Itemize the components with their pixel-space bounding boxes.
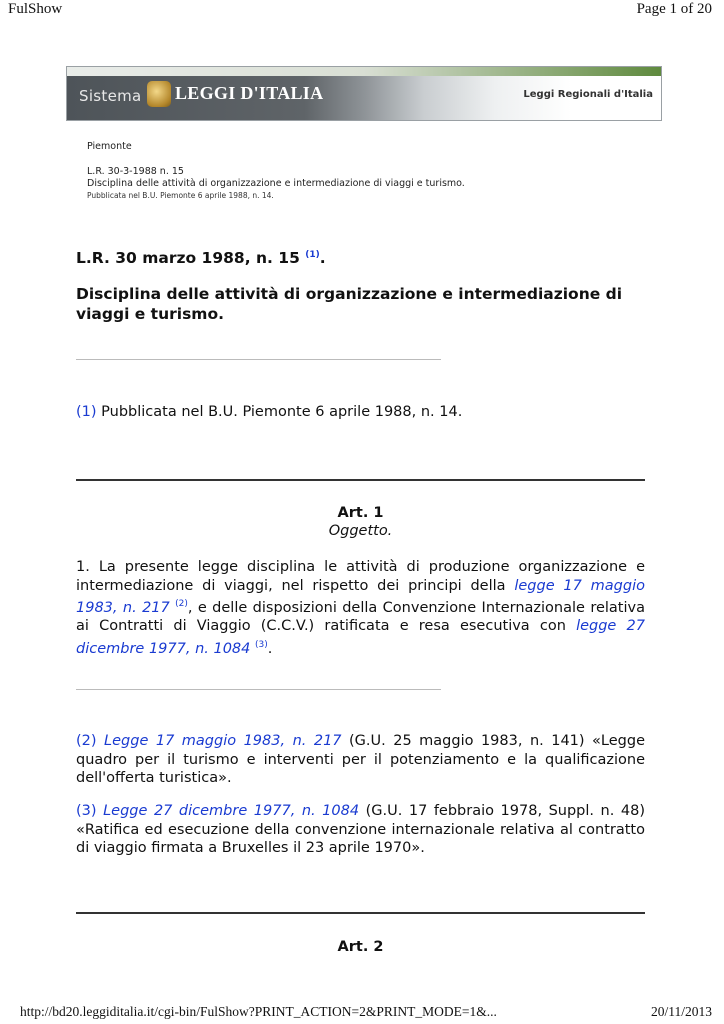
- footnote-3-text: (G.U. 17 febbraio 1978, Suppl. n. 48) «Ratifica ed esecuzione della convenzione internazionale relativa al contratto di viaggio firmata a Bruxelles il 23 aprile 1970».: [76, 803, 645, 856]
- print-footer-date: 20/11/2013: [650, 1004, 712, 1019]
- art1-text-a: 1. La presente legge disciplina le attività di produzione organizzazione e intermediazione di viaggi, nel rispetto dei principi della: [76, 559, 645, 594]
- law-heading: [76, 249, 326, 267]
- footnote-1: [76, 403, 645, 422]
- law-heading-period: .: [319, 249, 326, 267]
- footnote-3-link[interactable]: Legge 27 dicembre 1977, n. 1084: [103, 803, 360, 819]
- art1-footnote-ref-2[interactable]: (2): [175, 599, 188, 609]
- footnote-1-text: Pubblicata nel B.U. Piemonte 6 aprile 1988, n. 14.: [96, 404, 463, 420]
- art1-subtitle: Oggetto.: [328, 523, 393, 539]
- footnote-1-number[interactable]: (1): [76, 404, 97, 420]
- banner-brand-text: LEGGI D'ITALIA: [175, 83, 324, 103]
- meta-region: Piemonte: [87, 141, 132, 152]
- law-title: Disciplina delle attività di organizzazione e intermediazione di viaggi e turismo.: [76, 285, 623, 323]
- art2-title: Art. 2: [337, 939, 384, 955]
- art1-text-c: .: [267, 640, 273, 657]
- footnote-2-link[interactable]: Legge 17 maggio 1983, n. 217: [104, 733, 342, 749]
- footnote-2: [76, 732, 645, 788]
- footnote-3-number[interactable]: (3): [76, 803, 97, 819]
- divider: [76, 359, 441, 360]
- law-heading-footnote-ref[interactable]: (1): [305, 249, 320, 260]
- meta-law-ref: L.R. 30-3-1988 n. 15: [87, 166, 184, 177]
- art1-footnote-ref-3[interactable]: (3): [255, 639, 268, 650]
- footnote-3: [76, 802, 645, 858]
- divider: [76, 689, 441, 690]
- meta-published: Pubblicata nel B.U. Piemonte 6 aprile 1988, n. 14.: [87, 191, 274, 200]
- art1-title: Art. 1: [337, 505, 384, 521]
- print-header-title: FulShow: [8, 1, 63, 17]
- banner-section-label: Leggi Regionali d'Italia: [523, 89, 653, 100]
- print-footer-url: http://bd20.leggiditalia.it/cgi-bin/FulShow?PRINT_ACTION=2&PRINT_MODE=1&...: [20, 1004, 497, 1019]
- leggi-logo-icon: [147, 81, 171, 107]
- footnote-2-text: (G.U. 25 maggio 1983, n. 141) «Legge quadro per il turismo e interventi per il potenziamento e la qualificazione dell'offerta turistica».: [76, 733, 645, 786]
- meta-law-title: Disciplina delle attività di organizzazione e intermediazione di viaggi e turismo.: [87, 178, 465, 189]
- art1-link-legge-1084[interactable]: legge 27 dicembre 1977, n. 1084: [76, 618, 645, 657]
- section-divider: [76, 912, 645, 914]
- banner-sistema-text: Sistema: [79, 87, 142, 105]
- section-divider: [76, 479, 645, 481]
- art1-paragraph: [76, 558, 645, 658]
- print-header-page: Page 1 of 20: [636, 1, 712, 17]
- art1-text-b: , e delle disposizioni della Convenzione Internazionale relativa ai Contratti di Viaggio (C.C.V.) ratificata e resa esecutiva con: [76, 599, 645, 635]
- footnote-2-number[interactable]: (2): [76, 733, 97, 749]
- site-banner: [66, 66, 662, 121]
- banner-top-bar: [67, 67, 661, 76]
- law-heading-text: L.R. 30 marzo 1988, n. 15: [76, 249, 300, 267]
- art1-link-legge-217[interactable]: legge 17 maggio 1983, n. 217: [76, 577, 645, 616]
